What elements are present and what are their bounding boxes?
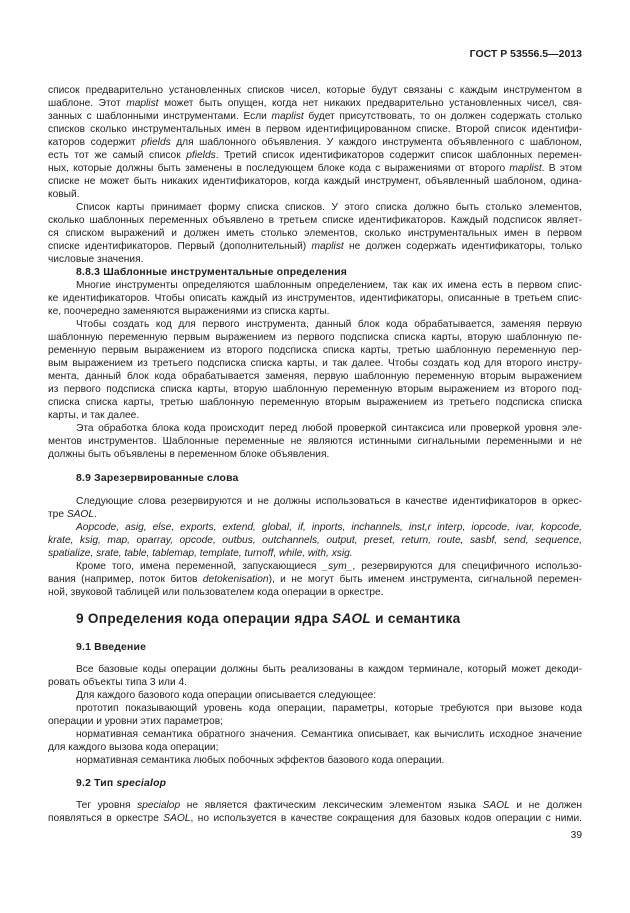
text-line: ке, поочередно заменяются выражениями из списка карты. — [48, 306, 330, 317]
list-item-line: нормативная семантика любых побочных эффектов базового кода операции. — [76, 755, 445, 766]
text-line: ментов инструментов. Шаблонные переменные не являются истинными сигнальными переменными и не — [48, 436, 582, 447]
text-line: появляться в оркестре SAOL, но используется в качестве сокращения для базовых кодов операции с ними. — [48, 813, 582, 824]
text-line: шаблонную переменную первым выражением из первого подсписка списка карты, вторую шаблонную пе- — [48, 332, 582, 343]
section-heading-9: 9 Определения кода операции ядра SAOL и семантика — [76, 611, 461, 626]
text-line: ных, которые должны быть заменены в последующем блоке кода с выражениями от второго maplist. В этом — [48, 163, 582, 174]
text-line: карты, и так далее. — [48, 410, 140, 421]
text-line: Следующие слова резервируются и не должны использоваться в качестве идентификаторов в оркес- — [76, 496, 582, 507]
text-line: ровать объекты типа 3 или 4. — [48, 677, 187, 688]
text-line: Список карты принимает форму списка списков. У этого списка должно быть столько элементов, — [76, 202, 582, 213]
text-line: Эта обработка блока кода происходит перед любой проверкой синтаксиса или проверкой уровня эле- — [76, 423, 582, 434]
text-line: тре SAOL. — [48, 509, 97, 520]
section-heading-9-2: 9.2 Тип specialop — [76, 778, 167, 789]
text-line: списков сколько инструментальных имен в первом идентифицированном списке. Второй список идентифи- — [48, 124, 582, 135]
section-heading-9-1: 9.1 Введение — [76, 642, 147, 653]
text-line: ной, звуковой таблицей или пользователем кода операции в оркестре. — [48, 587, 384, 598]
text-line: ковый. — [48, 189, 80, 200]
text-line: занных с шаблонными инструментами. Если maplist будет присутствовать, то он должен содержать столько — [48, 111, 582, 122]
section-heading-8-8-3: 8.8.3 Шаблонные инструментальные определения — [76, 267, 347, 278]
text-line: Кроме того, имена переменной, запускающиеся _sym_, резервируются для специфичного использо- — [76, 561, 582, 572]
list-item-line: операции и уровни этих параметров; — [48, 716, 223, 727]
text-line: числовые значения. — [48, 254, 144, 265]
text-line: Чтобы создать код для первого инструмента, данный блок кода обрабатывается, заменяя первую — [76, 319, 582, 330]
text-line: вым выражением из третьего подсписка списка карты, и так далее. Чтобы создать код для второго инстру- — [48, 358, 582, 369]
page-number: 39 — [570, 830, 582, 841]
section-heading-8-9: 8.9 Зарезервированные слова — [76, 473, 239, 484]
text-line: Многие инструменты определяются шаблонным определением, так как их имена есть в первом спис- — [76, 280, 582, 291]
text-line: шаблоне. Этот maplist может быть опущен, когда нет никаких предварительно установленных чисел, свя- — [48, 98, 582, 109]
standard-header: ГОСТ Р 53556.5—2013 — [469, 48, 582, 60]
list-item-line: нормативная семантика обратного значения. Семантика описывает, как вычислить исходное значение — [76, 729, 582, 740]
text-line: списке не может быть никаких идентификаторов, когда каждый инструмент, объявленный шаблоном, одина- — [48, 176, 582, 187]
list-item-line: прототип показывающий уровень кода операции, параметры, которые требуются при вызове кода — [76, 703, 582, 714]
text-line: каторов содержит pfields для шаблонного объявления. У каждого инструмента объявленного с шаблоном, — [48, 137, 583, 148]
text-line: из первого подсписка списка карты, вторую шаблонную переменную вторым выражением из второго под- — [48, 384, 582, 395]
text-line: списка списка карты, третью шаблонную переменную вторым выражением из третьего подсписка списка — [48, 397, 582, 408]
text-line: мента, данный блок кода обрабатывается заменяя, первую шаблонную переменную вторым выражением — [48, 371, 582, 382]
text-line: список предварительно установленных списков чисел, которые будут связаны с каждым инструментом в — [48, 85, 582, 96]
text-line: есть тот же самый список pfields. Третий список идентификаторов содержит список шаблонных перемен- — [48, 150, 582, 161]
text-line: ке идентификаторов. Чтобы описать каждый из инструментов, идентификаторы, описанные в третьем спис- — [48, 293, 582, 304]
reserved-words-line: spatialize, srate, table, tablemap, template, turnoff, while, with, xsig. — [48, 548, 353, 559]
list-item-line: для каждого вызова кода операции; — [48, 742, 219, 753]
text-line: сколько шаблонных переменных объявлено в третьем списке идентификаторов. Каждый подсписок являет- — [48, 215, 582, 226]
text-line: ременную первым выражением из второго подсписка списка карты, третью шаблонную переменную пер- — [48, 345, 582, 356]
text-line: должны быть объявлены в переменном блоке объявления. — [48, 449, 330, 460]
text-line: Все базовые коды операции должны быть реализованы в каждом терминале, который может декоди- — [76, 664, 582, 675]
text-line: вания (например, поток битов detokenisation), и не могут быть именем инструмента, сигнальной перемен- — [48, 574, 582, 585]
reserved-words-line: Aopcode, asig, else, exports, extend, global, if, inports, inchannels, inst,r interp, iopcode, ivar, kopcode, — [76, 522, 582, 533]
text-line: Для каждого базового кода операции описывается следующее: — [76, 690, 377, 701]
text-line: списке идентификаторов. Первый (дополнительный) maplist не должен содержать идентификаторы, только — [48, 241, 582, 252]
text-line: ся списком выражений и должен иметь столько элементов, сколько инструментальных имен в первом — [48, 228, 582, 239]
text-line: Тег уровня specialop не является фактическим лексическим элементом языка SAOL и не должен — [76, 800, 582, 811]
reserved-words-line: krate, ksig, map, oparray, opcode, outbus, outchannels, output, preset, return, route, sasbf, send, sequence, — [48, 535, 582, 546]
